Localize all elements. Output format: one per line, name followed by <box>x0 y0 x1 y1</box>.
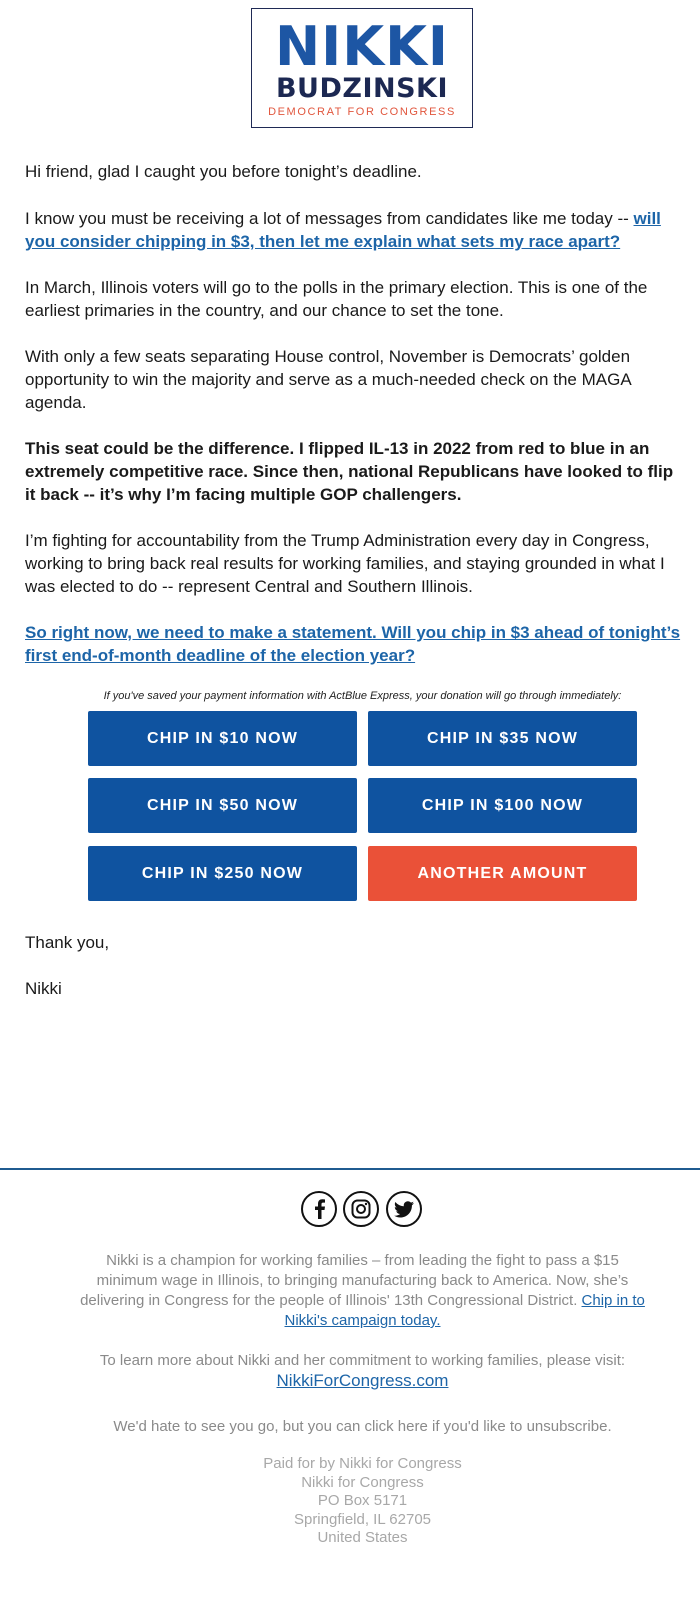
footer-chip-in-link[interactable]: Chip in to Nikki's campaign today. <box>284 1292 645 1329</box>
seat-difference-paragraph: This seat could be the difference. I flipped IL-13 in 2022 from red to blue in an extremely competitive race. Since then, national Republicans have looked to flip it back -- it’s why I’m facing multiple GOP challengers. <box>25 439 674 504</box>
twitter-icon[interactable] <box>386 1191 422 1227</box>
footer-bio-text: Nikki is a champion for working families – from leading the fight to pass a $15 minimum wage in Illinois, to bringing manufacturing back to America. Now, she’s delivering in Congress for the people of Illinois' 13th Congressional District. <box>80 1252 629 1309</box>
intro-text: I know you must be receiving a lot of messages from candidates like me today -- <box>25 209 634 228</box>
address-po-box: PO Box 5171 <box>317 1492 408 1509</box>
facebook-icon[interactable] <box>301 1191 337 1227</box>
address-city: Springfield, IL 62705 <box>293 1510 432 1528</box>
chip-in-10-button[interactable]: CHIP IN $10 NOW <box>88 711 357 766</box>
footer-learn-more-text: To learn more about Nikki and her commitment to working families, please visit: <box>99 1352 626 1369</box>
logo-tagline: DEMOCRAT FOR CONGRESS <box>268 106 456 118</box>
footer-divider <box>0 1168 700 1170</box>
footer-website-link[interactable]: NikkiForCongress.com <box>276 1371 449 1390</box>
actblue-express-note: If you've saved your payment information with ActBlue Express, your donation will go through immediately: <box>103 690 622 702</box>
footer-unsubscribe-text[interactable]: We'd hate to see you go, but you can click here if you'd like to unsubscribe. <box>113 1418 612 1435</box>
closing-text: Thank you, <box>25 933 110 952</box>
footer-address <box>150 1455 575 1548</box>
accountability-paragraph: I’m fighting for accountability from the Trump Administration every day in Congress, working to bring back real results for working families, and staying grounded in what I was elected to do -- represent Central and Southern Illinois. <box>25 531 665 596</box>
chip-in-35-button[interactable]: CHIP IN $35 NOW <box>368 711 637 766</box>
instagram-icon[interactable] <box>343 1191 379 1227</box>
statement-paragraph <box>25 621 685 667</box>
another-amount-button[interactable]: ANOTHER AMOUNT <box>368 846 637 901</box>
chip-in-inline-link[interactable]: will you consider chipping in $3, then let me explain what sets my race apart? <box>25 209 661 251</box>
footer-learn-more <box>80 1351 645 1392</box>
logo-first-name: NIKKI <box>274 15 450 78</box>
address-org: Nikki for Congress <box>301 1473 424 1491</box>
chip-in-250-button[interactable]: CHIP IN $250 NOW <box>88 846 357 901</box>
primary-paragraph: In March, Illinois voters will go to the polls in the primary election. This is one of the earliest primaries in the country, and our chance to set the tone. <box>25 278 648 320</box>
paid-for-line: Paid for by Nikki for Congress <box>263 1455 462 1472</box>
greeting-paragraph: Hi friend, glad I caught you before tonight’s deadline. <box>25 162 422 181</box>
intro-paragraph <box>25 207 685 253</box>
signature-text: Nikki <box>25 979 62 998</box>
campaign-logo <box>251 8 473 128</box>
logo-last-name: BUDZINSKI <box>275 73 449 104</box>
chip-in-100-button[interactable]: CHIP IN $100 NOW <box>368 778 637 833</box>
address-country: United States <box>317 1529 408 1546</box>
footer-bio <box>80 1251 645 1331</box>
majority-paragraph: With only a few seats separating House control, November is Democrats’ golden opportunity to win the majority and serve as a much-needed check on the MAGA agenda. <box>25 347 631 412</box>
chip-in-statement-link[interactable]: So right now, we need to make a statement. Will you chip in $3 ahead of tonight’s first end-of-month deadline of the election year? <box>25 623 681 665</box>
chip-in-50-button[interactable]: CHIP IN $50 NOW <box>88 778 357 833</box>
